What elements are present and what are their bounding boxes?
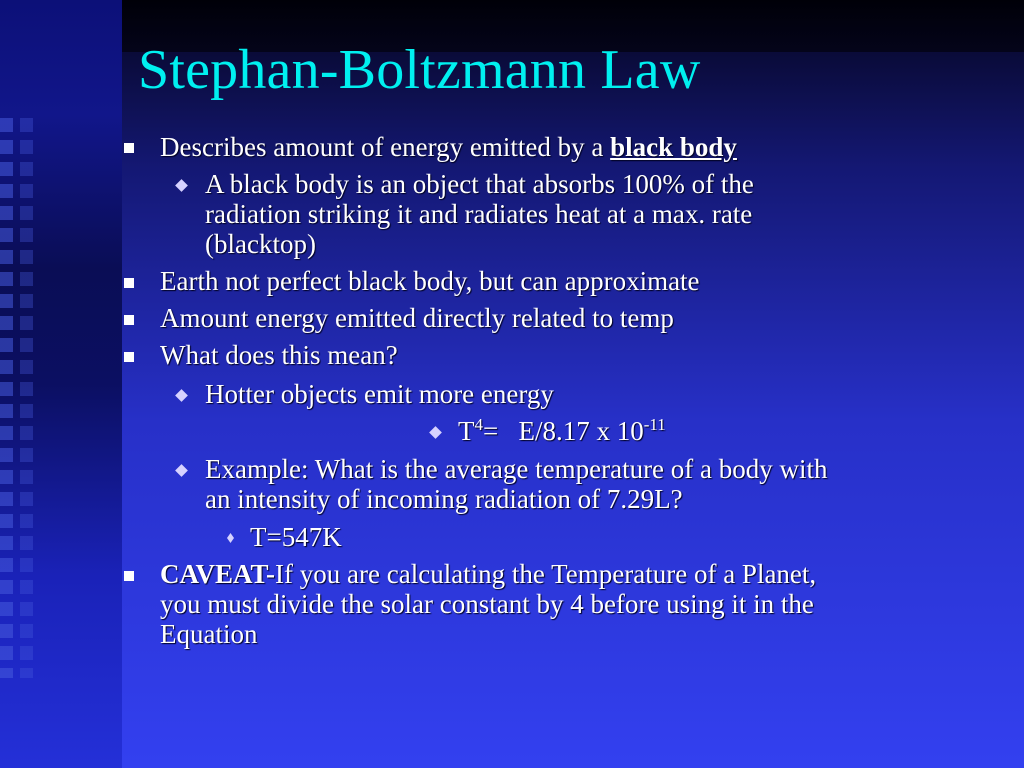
caveat-label: CAVEAT-: [160, 559, 276, 589]
bullet-2: Earth not perfect black body, but can approximate: [160, 266, 700, 296]
bullet-square-icon: [124, 278, 134, 288]
bullet-1-sub-line-3: (blacktop): [205, 229, 316, 259]
bullet-1-sub-line-2: radiation striking it and radiates heat at a max. rate: [205, 199, 753, 229]
bullet-5-line-3: Equation: [160, 619, 258, 649]
bullet-square-icon: [124, 315, 134, 325]
bullet-1-text: Describes amount of energy emitted by a: [160, 132, 611, 162]
bullet-diamond-icon: [429, 426, 442, 439]
bullet-square-icon: [124, 143, 134, 153]
bullet-diamond-icon: [175, 464, 188, 477]
formula-rest-exponent: -11: [643, 415, 666, 434]
answer: T=547K: [250, 522, 342, 552]
bullet-square-icon: [124, 352, 134, 362]
bullet-diamond-icon: [175, 389, 188, 402]
slide-title: Stephan-Boltzmann Law: [138, 39, 701, 101]
bullet-3: Amount energy emitted directly related to temp: [160, 303, 674, 333]
bullet-diamond-icon: [175, 179, 188, 192]
formula: [458, 416, 666, 446]
caveat-text-1: If you are calculating the Temperature of a Planet,: [275, 559, 817, 589]
bullet-4-sub-2-line-1: Example: What is the average temperature of a body with: [205, 454, 828, 484]
formula-exponent: 4: [474, 415, 483, 434]
bullet-square-icon: [124, 571, 134, 581]
bullet-5-line-1: [160, 559, 816, 589]
formula-base: T: [458, 416, 475, 446]
bullet-5-line-2: you must divide the solar constant by 4 before using it in the: [160, 589, 814, 619]
formula-rest: = E/8.17 x 10: [483, 416, 644, 446]
bullet-1: [160, 132, 737, 162]
bullet-4-sub-2-line-2: an intensity of incoming radiation of 7.29L?: [205, 484, 683, 514]
bullet-4-sub-1: Hotter objects emit more energy: [205, 379, 554, 409]
black-body-link[interactable]: black body: [610, 132, 737, 162]
bullet-4: What does this mean?: [160, 340, 398, 370]
bullet-small-diamond-icon: [227, 533, 234, 543]
bullet-1-sub-line-1: A black body is an object that absorbs 100% of the: [205, 169, 754, 199]
